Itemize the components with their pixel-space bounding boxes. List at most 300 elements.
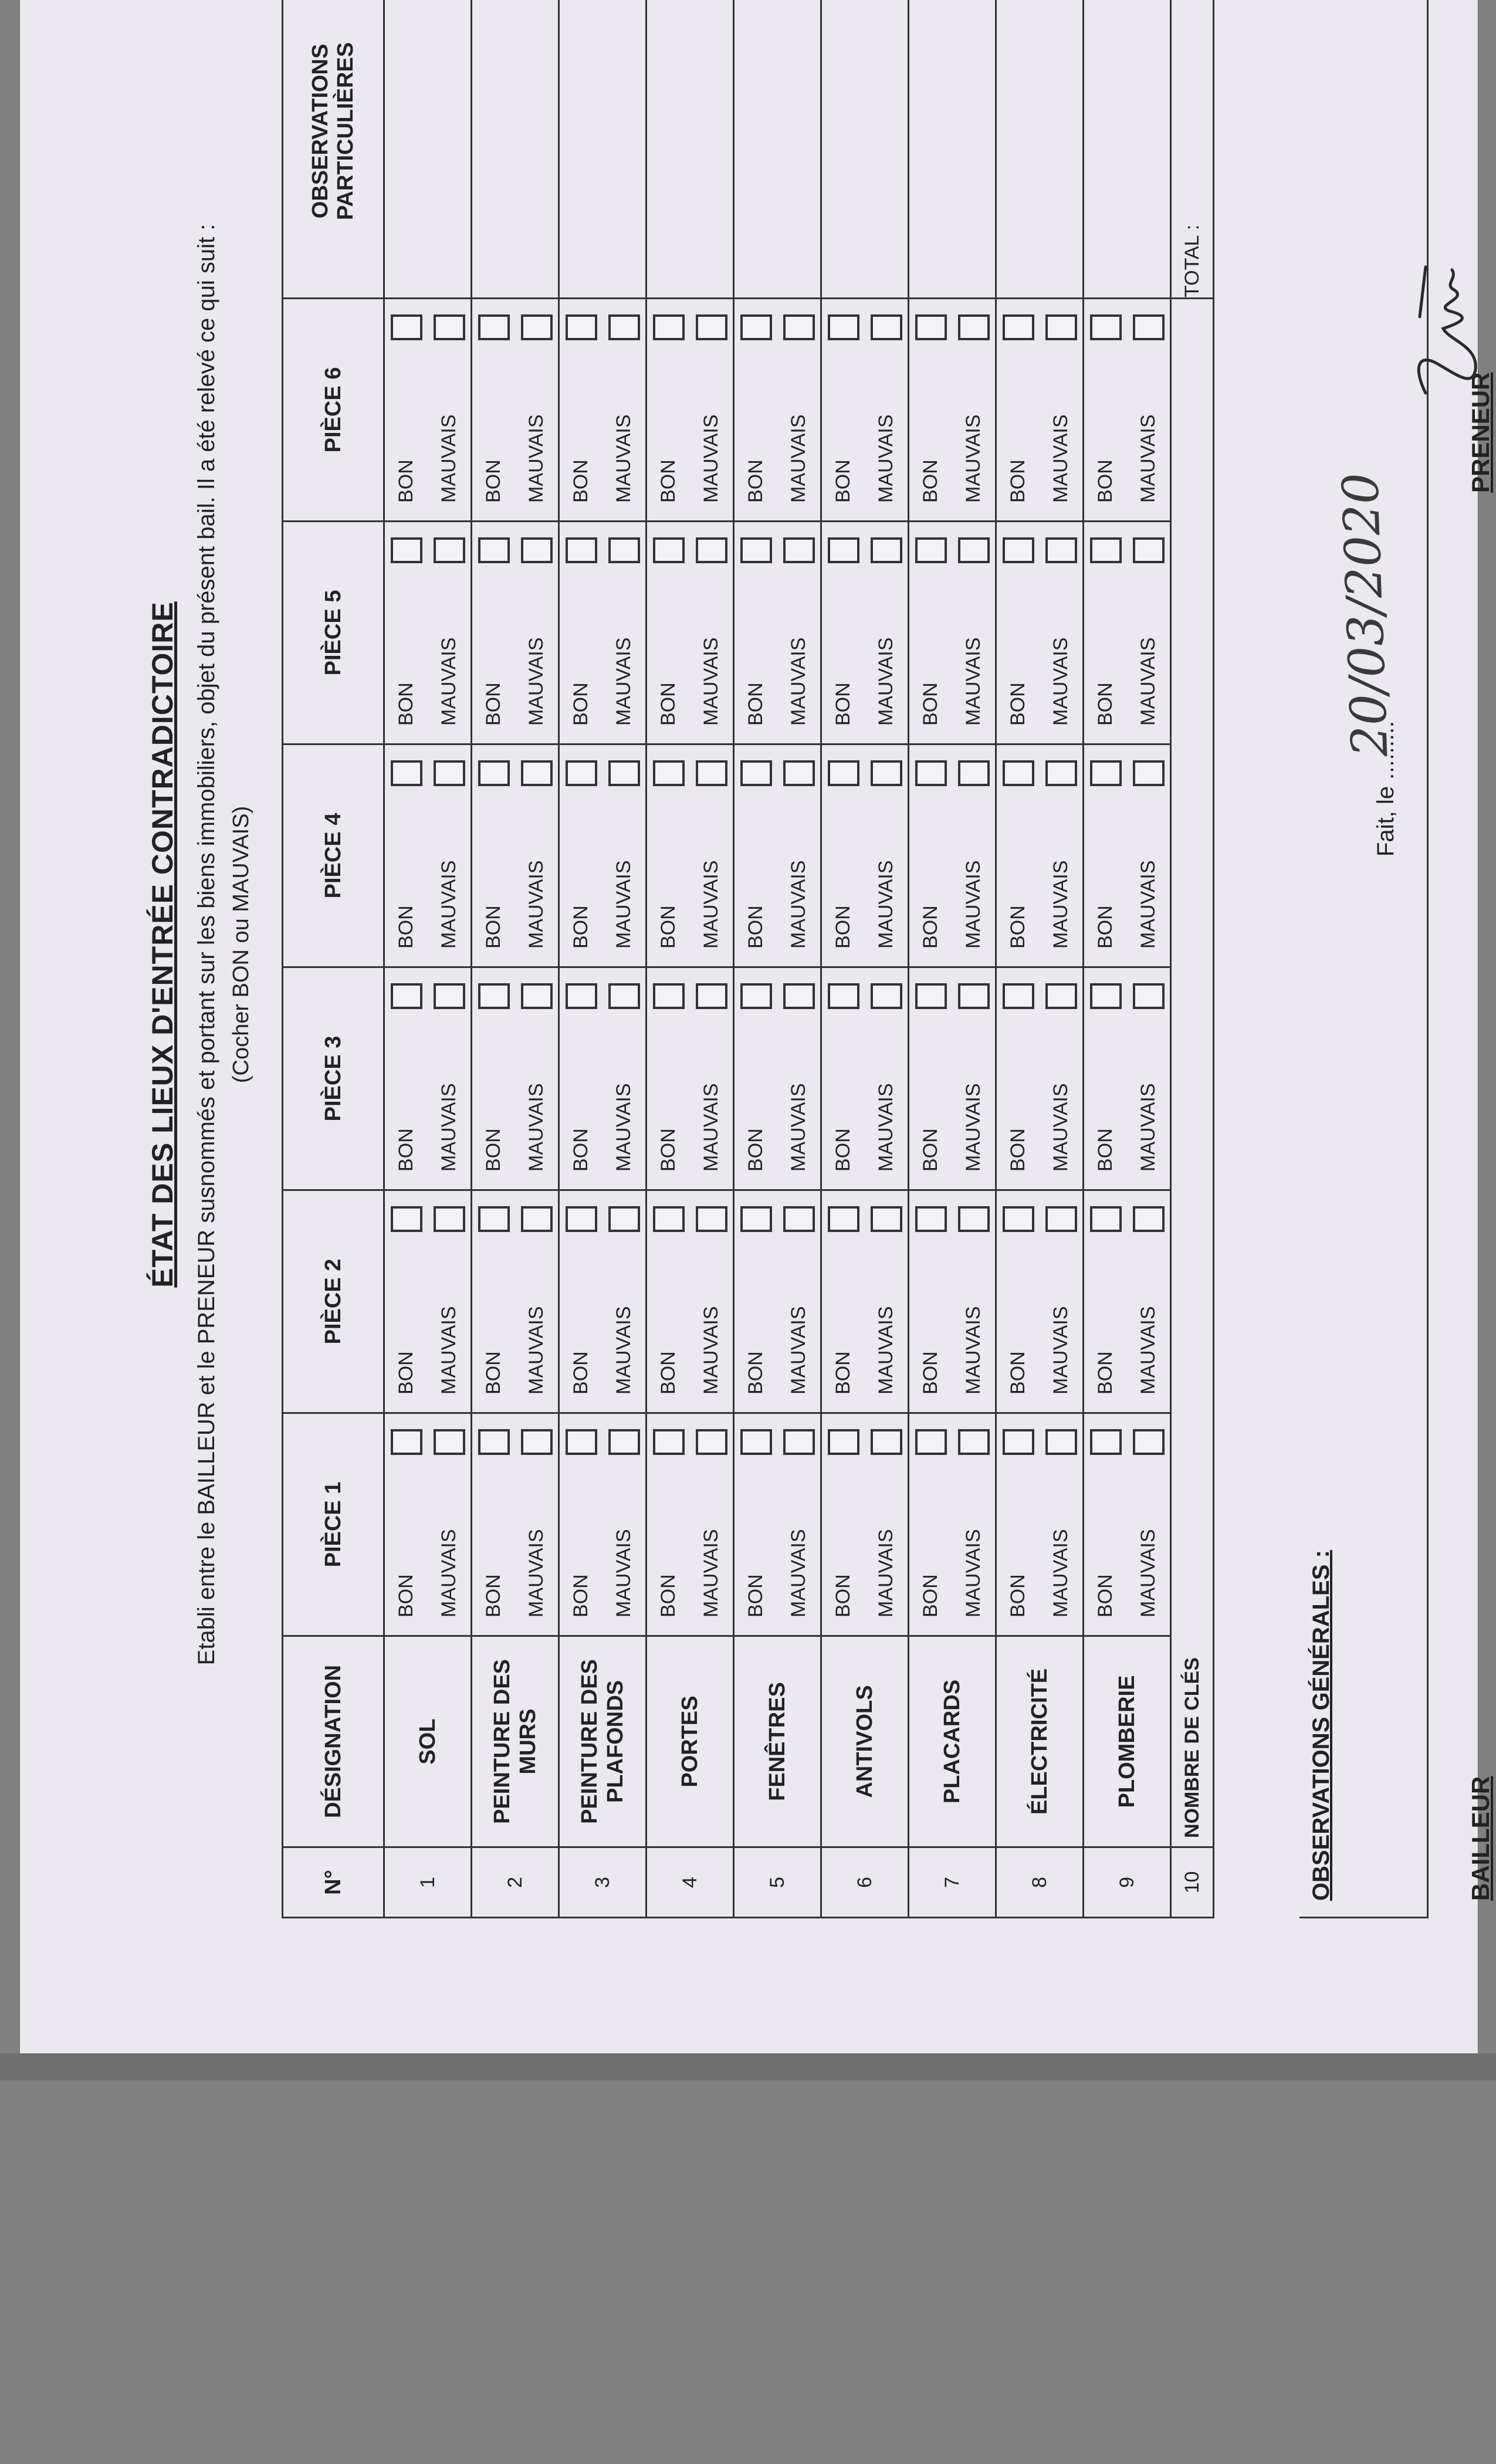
- option-mauvais: [1045, 299, 1077, 520]
- bon-checkbox[interactable]: [915, 314, 947, 340]
- bon-checkbox[interactable]: [915, 760, 947, 786]
- option-mauvais: [783, 1414, 815, 1635]
- bon-checkbox[interactable]: [828, 1206, 859, 1232]
- piece-4-cell: [472, 744, 559, 967]
- mauvais-label: MAUVAIS: [700, 414, 722, 503]
- bon-label: BON: [570, 1351, 592, 1395]
- option-mauvais: [1133, 1414, 1165, 1635]
- bon-checkbox[interactable]: [566, 983, 597, 1009]
- bon-checkbox[interactable]: [653, 1206, 685, 1232]
- mauvais-checkbox[interactable]: [434, 1429, 465, 1455]
- option-bon: [915, 1191, 947, 1412]
- piece-5-cell: [559, 522, 647, 744]
- bon-label: BON: [832, 905, 854, 949]
- table-row: [472, 0, 559, 1918]
- mauvais-label: MAUVAIS: [875, 637, 897, 726]
- option-bon: [740, 522, 772, 743]
- piece-2-cell: [909, 1190, 996, 1413]
- mauvais-checkbox[interactable]: [696, 1429, 727, 1455]
- mauvais-label: MAUVAIS: [1137, 637, 1159, 726]
- mauvais-checkbox[interactable]: [608, 537, 640, 563]
- bon-label: BON: [657, 1128, 679, 1172]
- mauvais-label: MAUVAIS: [612, 1306, 635, 1395]
- bon-checkbox[interactable]: [478, 314, 510, 340]
- bon-label: BON: [570, 682, 592, 726]
- bon-label: BON: [744, 1351, 767, 1395]
- mauvais-label: MAUVAIS: [875, 414, 897, 503]
- bon-checkbox[interactable]: [566, 1206, 597, 1232]
- mauvais-checkbox[interactable]: [1045, 1429, 1077, 1455]
- option-mauvais: [871, 1414, 902, 1635]
- bon-checkbox[interactable]: [828, 760, 859, 786]
- bon-checkbox[interactable]: [1003, 983, 1034, 1009]
- option-mauvais: [871, 522, 902, 743]
- mauvais-checkbox[interactable]: [434, 1206, 465, 1232]
- option-mauvais: [521, 745, 553, 966]
- piece-6-cell: [821, 299, 909, 522]
- mauvais-label: MAUVAIS: [612, 414, 635, 503]
- bon-label: BON: [919, 905, 942, 949]
- option-bon: [1003, 745, 1034, 966]
- bon-checkbox[interactable]: [1003, 760, 1034, 786]
- bon-checkbox[interactable]: [1090, 983, 1122, 1009]
- row-num: 5: [734, 1847, 821, 1918]
- piece-6-cell: [996, 299, 1084, 522]
- option-bon: [1090, 299, 1122, 520]
- option-mauvais: [958, 299, 990, 520]
- bon-checkbox[interactable]: [391, 314, 422, 340]
- mauvais-checkbox[interactable]: [783, 1429, 815, 1455]
- bon-checkbox[interactable]: [1090, 314, 1122, 340]
- option-mauvais: [521, 522, 553, 743]
- bon-label: BON: [395, 1574, 417, 1617]
- bon-checkbox[interactable]: [653, 1429, 685, 1455]
- mauvais-checkbox[interactable]: [608, 983, 640, 1009]
- bon-label: BON: [482, 1128, 505, 1172]
- option-mauvais: [696, 299, 727, 520]
- mauvais-checkbox[interactable]: [1133, 314, 1165, 340]
- bon-checkbox[interactable]: [1003, 1429, 1034, 1455]
- bon-checkbox[interactable]: [478, 1429, 510, 1455]
- table-row: [996, 0, 1084, 1918]
- bon-checkbox[interactable]: [478, 1206, 510, 1232]
- mauvais-checkbox[interactable]: [434, 760, 465, 786]
- mauvais-checkbox[interactable]: [958, 983, 990, 1009]
- bon-checkbox[interactable]: [915, 537, 947, 563]
- mauvais-checkbox[interactable]: [1045, 537, 1077, 563]
- row-observation[interactable]: [384, 0, 472, 299]
- option-bon: [828, 299, 859, 520]
- mauvais-label: MAUVAIS: [1137, 860, 1159, 949]
- mauvais-checkbox[interactable]: [783, 983, 815, 1009]
- option-mauvais: [696, 745, 727, 966]
- piece-6-cell: [1084, 299, 1171, 522]
- option-bon: [1090, 1414, 1122, 1635]
- bon-checkbox[interactable]: [740, 314, 772, 340]
- landlord-label: BAILLEUR: [1467, 1776, 1494, 1901]
- option-bon: [915, 299, 947, 520]
- option-mauvais: [608, 299, 640, 520]
- row-designation: ANTIVOLS: [821, 1636, 909, 1847]
- mauvais-checkbox[interactable]: [521, 1429, 553, 1455]
- option-mauvais: [1045, 1414, 1077, 1635]
- mauvais-label: MAUVAIS: [612, 637, 635, 726]
- piece-3-cell: [734, 967, 821, 1190]
- mauvais-checkbox[interactable]: [958, 760, 990, 786]
- option-mauvais: [1133, 745, 1165, 966]
- bon-checkbox[interactable]: [566, 537, 597, 563]
- option-bon: [1090, 1191, 1122, 1412]
- piece-2-cell: [1084, 1190, 1171, 1413]
- option-bon: [391, 1414, 422, 1635]
- bon-checkbox[interactable]: [915, 1206, 947, 1232]
- bon-label: BON: [482, 1574, 505, 1617]
- mauvais-checkbox[interactable]: [608, 314, 640, 340]
- bon-label: BON: [395, 1351, 417, 1395]
- mauvais-checkbox[interactable]: [696, 314, 727, 340]
- mauvais-checkbox[interactable]: [1045, 314, 1077, 340]
- bon-checkbox[interactable]: [1090, 760, 1122, 786]
- row-observation[interactable]: [909, 0, 996, 299]
- option-mauvais: [521, 968, 553, 1189]
- row-observation[interactable]: [472, 0, 559, 299]
- mauvais-label: MAUVAIS: [1137, 414, 1159, 503]
- mauvais-label: MAUVAIS: [1137, 1306, 1159, 1395]
- mauvais-label: MAUVAIS: [875, 1083, 897, 1172]
- mauvais-checkbox[interactable]: [608, 760, 640, 786]
- bon-label: BON: [1094, 459, 1116, 503]
- piece-5-cell: [384, 522, 472, 744]
- bon-label: BON: [657, 1574, 679, 1617]
- row-designation: ÉLECTRICITÉ: [996, 1636, 1084, 1847]
- mauvais-checkbox[interactable]: [696, 760, 727, 786]
- bon-checkbox[interactable]: [828, 1429, 859, 1455]
- option-mauvais: [783, 1191, 815, 1412]
- option-bon: [915, 1414, 947, 1635]
- bon-checkbox[interactable]: [653, 314, 685, 340]
- option-mauvais: [871, 745, 902, 966]
- mauvais-checkbox[interactable]: [783, 314, 815, 340]
- table-row: [559, 0, 647, 1918]
- piece-5-cell: [647, 522, 734, 744]
- option-mauvais: [1045, 1191, 1077, 1412]
- piece-3-cell: [384, 967, 472, 1190]
- mauvais-checkbox[interactable]: [434, 537, 465, 563]
- bon-label: BON: [744, 905, 767, 949]
- mauvais-checkbox[interactable]: [434, 314, 465, 340]
- mauvais-label: MAUVAIS: [1050, 1083, 1072, 1172]
- bon-label: BON: [570, 1128, 592, 1172]
- bon-checkbox[interactable]: [1090, 1206, 1122, 1232]
- bon-label: BON: [919, 1128, 942, 1172]
- option-bon: [566, 1414, 597, 1635]
- option-bon: [828, 1414, 859, 1635]
- piece-3-cell: [647, 967, 734, 1190]
- form-intro: Etabli entre le BAILLEUR et le PRENEUR susnommés et portant sur les biens immobiliers, objet du présent bail. Il a été relevé ce qui suit :: [194, 224, 219, 1666]
- mauvais-label: MAUVAIS: [525, 637, 547, 726]
- keys-label: NOMBRE DE CLÉS: [1171, 299, 1214, 1847]
- option-mauvais: [521, 1414, 553, 1635]
- bon-label: BON: [1007, 682, 1029, 726]
- mauvais-checkbox[interactable]: [1133, 983, 1165, 1009]
- mauvais-label: MAUVAIS: [787, 637, 810, 726]
- option-bon: [1003, 968, 1034, 1189]
- header-piece-6: PIÈCE 6: [283, 299, 384, 522]
- bon-checkbox[interactable]: [828, 537, 859, 563]
- mauvais-checkbox[interactable]: [696, 537, 727, 563]
- mauvais-label: MAUVAIS: [1050, 1306, 1072, 1395]
- row-observation[interactable]: [821, 0, 909, 299]
- form-instruction: (Cocher BON ou MAUVAIS): [229, 805, 253, 1084]
- bon-label: BON: [1094, 1128, 1116, 1172]
- bon-checkbox[interactable]: [478, 760, 510, 786]
- row-observation[interactable]: [559, 0, 647, 299]
- bon-label: BON: [482, 905, 505, 949]
- header-piece-5: PIÈCE 5: [283, 522, 384, 744]
- done-on-date: 20/03/2020: [1331, 472, 1399, 758]
- option-bon: [1003, 522, 1034, 743]
- inventory-table: [282, 0, 1214, 1918]
- mauvais-checkbox[interactable]: [521, 1206, 553, 1232]
- row-observation[interactable]: [647, 0, 734, 299]
- keys-num: 10: [1171, 1847, 1214, 1918]
- bon-label: BON: [744, 1128, 767, 1172]
- bon-checkbox[interactable]: [740, 1429, 772, 1455]
- mauvais-checkbox[interactable]: [1133, 760, 1165, 786]
- header-observations: OBSERVATIONS PARTICULIÈRES: [283, 0, 384, 299]
- piece-5-cell: [1084, 522, 1171, 744]
- option-mauvais: [696, 522, 727, 743]
- option-mauvais: [958, 968, 990, 1189]
- piece-3-cell: [1084, 967, 1171, 1190]
- bon-checkbox[interactable]: [566, 1429, 597, 1455]
- bon-checkbox[interactable]: [740, 983, 772, 1009]
- bon-checkbox[interactable]: [478, 537, 510, 563]
- mauvais-checkbox[interactable]: [958, 314, 990, 340]
- bon-label: BON: [832, 1574, 854, 1617]
- bon-checkbox[interactable]: [1003, 314, 1034, 340]
- mauvais-checkbox[interactable]: [958, 1206, 990, 1232]
- piece-6-cell: [384, 299, 472, 522]
- mauvais-checkbox[interactable]: [871, 1429, 902, 1455]
- piece-5-cell: [909, 522, 996, 744]
- row-observation[interactable]: [996, 0, 1084, 299]
- option-bon: [915, 968, 947, 1189]
- mauvais-checkbox[interactable]: [871, 314, 902, 340]
- bon-label: BON: [919, 1351, 942, 1395]
- bon-checkbox[interactable]: [740, 760, 772, 786]
- option-bon: [740, 968, 772, 1189]
- option-mauvais: [434, 745, 465, 966]
- keys-total[interactable]: TOTAL :: [1171, 0, 1214, 299]
- option-mauvais: [434, 522, 465, 743]
- mauvais-checkbox[interactable]: [1133, 537, 1165, 563]
- option-bon: [566, 1191, 597, 1412]
- bon-label: BON: [570, 459, 592, 503]
- mauvais-checkbox[interactable]: [1133, 1206, 1165, 1232]
- option-bon: [391, 1191, 422, 1412]
- bon-label: BON: [1007, 1574, 1029, 1617]
- mauvais-checkbox[interactable]: [1045, 983, 1077, 1009]
- table-row: [384, 0, 472, 1918]
- table-row: [1084, 0, 1171, 1918]
- mauvais-label: MAUVAIS: [787, 1306, 810, 1395]
- bon-checkbox[interactable]: [915, 1429, 947, 1455]
- option-mauvais: [434, 968, 465, 1189]
- mauvais-checkbox[interactable]: [521, 760, 553, 786]
- bon-label: BON: [832, 1351, 854, 1395]
- bon-label: BON: [1094, 1574, 1116, 1617]
- mauvais-label: MAUVAIS: [1137, 1529, 1159, 1617]
- mauvais-checkbox[interactable]: [871, 1206, 902, 1232]
- bon-checkbox[interactable]: [1090, 537, 1122, 563]
- option-bon: [740, 1191, 772, 1412]
- piece-2-cell: [647, 1190, 734, 1413]
- mauvais-checkbox[interactable]: [871, 983, 902, 1009]
- piece-5-cell: [472, 522, 559, 744]
- mauvais-label: MAUVAIS: [1050, 860, 1072, 949]
- row-designation: PEINTURE DES MURS: [472, 1636, 559, 1847]
- mauvais-checkbox[interactable]: [958, 537, 990, 563]
- option-bon: [1090, 745, 1122, 966]
- mauvais-label: MAUVAIS: [787, 414, 810, 503]
- row-num: 4: [647, 1847, 734, 1918]
- mauvais-label: MAUVAIS: [438, 1529, 460, 1617]
- option-bon: [653, 745, 685, 966]
- option-mauvais: [958, 1191, 990, 1412]
- option-bon: [653, 968, 685, 1189]
- bon-label: BON: [1007, 1351, 1029, 1395]
- mauvais-checkbox[interactable]: [783, 537, 815, 563]
- bon-checkbox[interactable]: [740, 1206, 772, 1232]
- piece-3-cell: [559, 967, 647, 1190]
- piece-5-cell: [996, 522, 1084, 744]
- mauvais-checkbox[interactable]: [521, 537, 553, 563]
- row-num: 2: [472, 1847, 559, 1918]
- header-piece-4: PIÈCE 4: [283, 744, 384, 967]
- mauvais-checkbox[interactable]: [871, 537, 902, 563]
- option-bon: [478, 299, 510, 520]
- bon-label: BON: [395, 459, 417, 503]
- bon-checkbox[interactable]: [915, 983, 947, 1009]
- mauvais-checkbox[interactable]: [958, 1429, 990, 1455]
- option-bon: [566, 745, 597, 966]
- mauvais-label: MAUVAIS: [1137, 1083, 1159, 1172]
- piece-6-cell: [734, 299, 821, 522]
- bon-label: BON: [570, 905, 592, 949]
- piece-1-cell: [821, 1413, 909, 1636]
- bon-checkbox[interactable]: [1003, 1206, 1034, 1232]
- row-num: 6: [821, 1847, 909, 1918]
- bon-checkbox[interactable]: [391, 1206, 422, 1232]
- mauvais-label: MAUVAIS: [612, 1529, 635, 1617]
- row-observation[interactable]: [734, 0, 821, 299]
- row-observation[interactable]: [1084, 0, 1171, 299]
- bon-checkbox[interactable]: [391, 760, 422, 786]
- bon-checkbox[interactable]: [653, 760, 685, 786]
- bon-label: BON: [832, 682, 854, 726]
- mauvais-checkbox[interactable]: [521, 983, 553, 1009]
- mauvais-checkbox[interactable]: [871, 760, 902, 786]
- bon-checkbox[interactable]: [478, 983, 510, 1009]
- mauvais-label: MAUVAIS: [962, 414, 984, 503]
- mauvais-label: MAUVAIS: [787, 860, 810, 949]
- mauvais-checkbox[interactable]: [696, 1206, 727, 1232]
- bon-label: BON: [1007, 905, 1029, 949]
- mauvais-checkbox[interactable]: [608, 1429, 640, 1455]
- option-mauvais: [783, 745, 815, 966]
- mauvais-checkbox[interactable]: [434, 983, 465, 1009]
- piece-6-cell: [559, 299, 647, 522]
- mauvais-checkbox[interactable]: [521, 314, 553, 340]
- option-mauvais: [958, 745, 990, 966]
- mauvais-checkbox[interactable]: [1045, 1206, 1077, 1232]
- option-mauvais: [521, 299, 553, 520]
- row-num: 1: [384, 1847, 472, 1918]
- piece-2-cell: [734, 1190, 821, 1413]
- done-on-label: Fait, le .........: [1373, 720, 1399, 857]
- option-bon: [1090, 968, 1122, 1189]
- bon-checkbox[interactable]: [828, 983, 859, 1009]
- option-bon: [391, 745, 422, 966]
- piece-4-cell: [909, 744, 996, 967]
- piece-1-cell: [909, 1413, 996, 1636]
- bon-checkbox[interactable]: [1090, 1429, 1122, 1455]
- option-mauvais: [1133, 522, 1165, 743]
- mauvais-checkbox[interactable]: [608, 1206, 640, 1232]
- option-mauvais: [696, 1191, 727, 1412]
- bon-label: BON: [482, 1351, 505, 1395]
- mauvais-checkbox[interactable]: [696, 983, 727, 1009]
- bon-checkbox[interactable]: [391, 1429, 422, 1455]
- option-mauvais: [434, 1191, 465, 1412]
- mauvais-label: MAUVAIS: [962, 637, 984, 726]
- row-designation: FENÊTRES: [734, 1636, 821, 1847]
- bon-checkbox[interactable]: [740, 537, 772, 563]
- mauvais-label: MAUVAIS: [787, 1529, 810, 1617]
- option-mauvais: [958, 1414, 990, 1635]
- mauvais-label: MAUVAIS: [962, 1529, 984, 1617]
- bon-checkbox[interactable]: [1003, 537, 1034, 563]
- piece-1-cell: [559, 1413, 647, 1636]
- bon-checkbox[interactable]: [566, 760, 597, 786]
- option-bon: [566, 522, 597, 743]
- mauvais-label: MAUVAIS: [1050, 1529, 1072, 1617]
- bon-checkbox[interactable]: [828, 314, 859, 340]
- mauvais-label: MAUVAIS: [875, 860, 897, 949]
- bon-label: BON: [744, 1574, 767, 1617]
- mauvais-checkbox[interactable]: [1045, 760, 1077, 786]
- table-row: [821, 0, 909, 1918]
- mauvais-label: MAUVAIS: [962, 860, 984, 949]
- option-bon: [915, 522, 947, 743]
- option-mauvais: [608, 1414, 640, 1635]
- bon-label: BON: [832, 1128, 854, 1172]
- bon-checkbox[interactable]: [391, 983, 422, 1009]
- mauvais-label: MAUVAIS: [525, 1083, 547, 1172]
- bon-checkbox[interactable]: [566, 314, 597, 340]
- bon-checkbox[interactable]: [653, 537, 685, 563]
- mauvais-checkbox[interactable]: [783, 1206, 815, 1232]
- piece-3-cell: [996, 967, 1084, 1190]
- option-bon: [478, 968, 510, 1189]
- bon-checkbox[interactable]: [653, 983, 685, 1009]
- bon-checkbox[interactable]: [391, 537, 422, 563]
- mauvais-checkbox[interactable]: [783, 760, 815, 786]
- mauvais-checkbox[interactable]: [1133, 1429, 1165, 1455]
- mauvais-label: MAUVAIS: [875, 1306, 897, 1395]
- piece-1-cell: [384, 1413, 472, 1636]
